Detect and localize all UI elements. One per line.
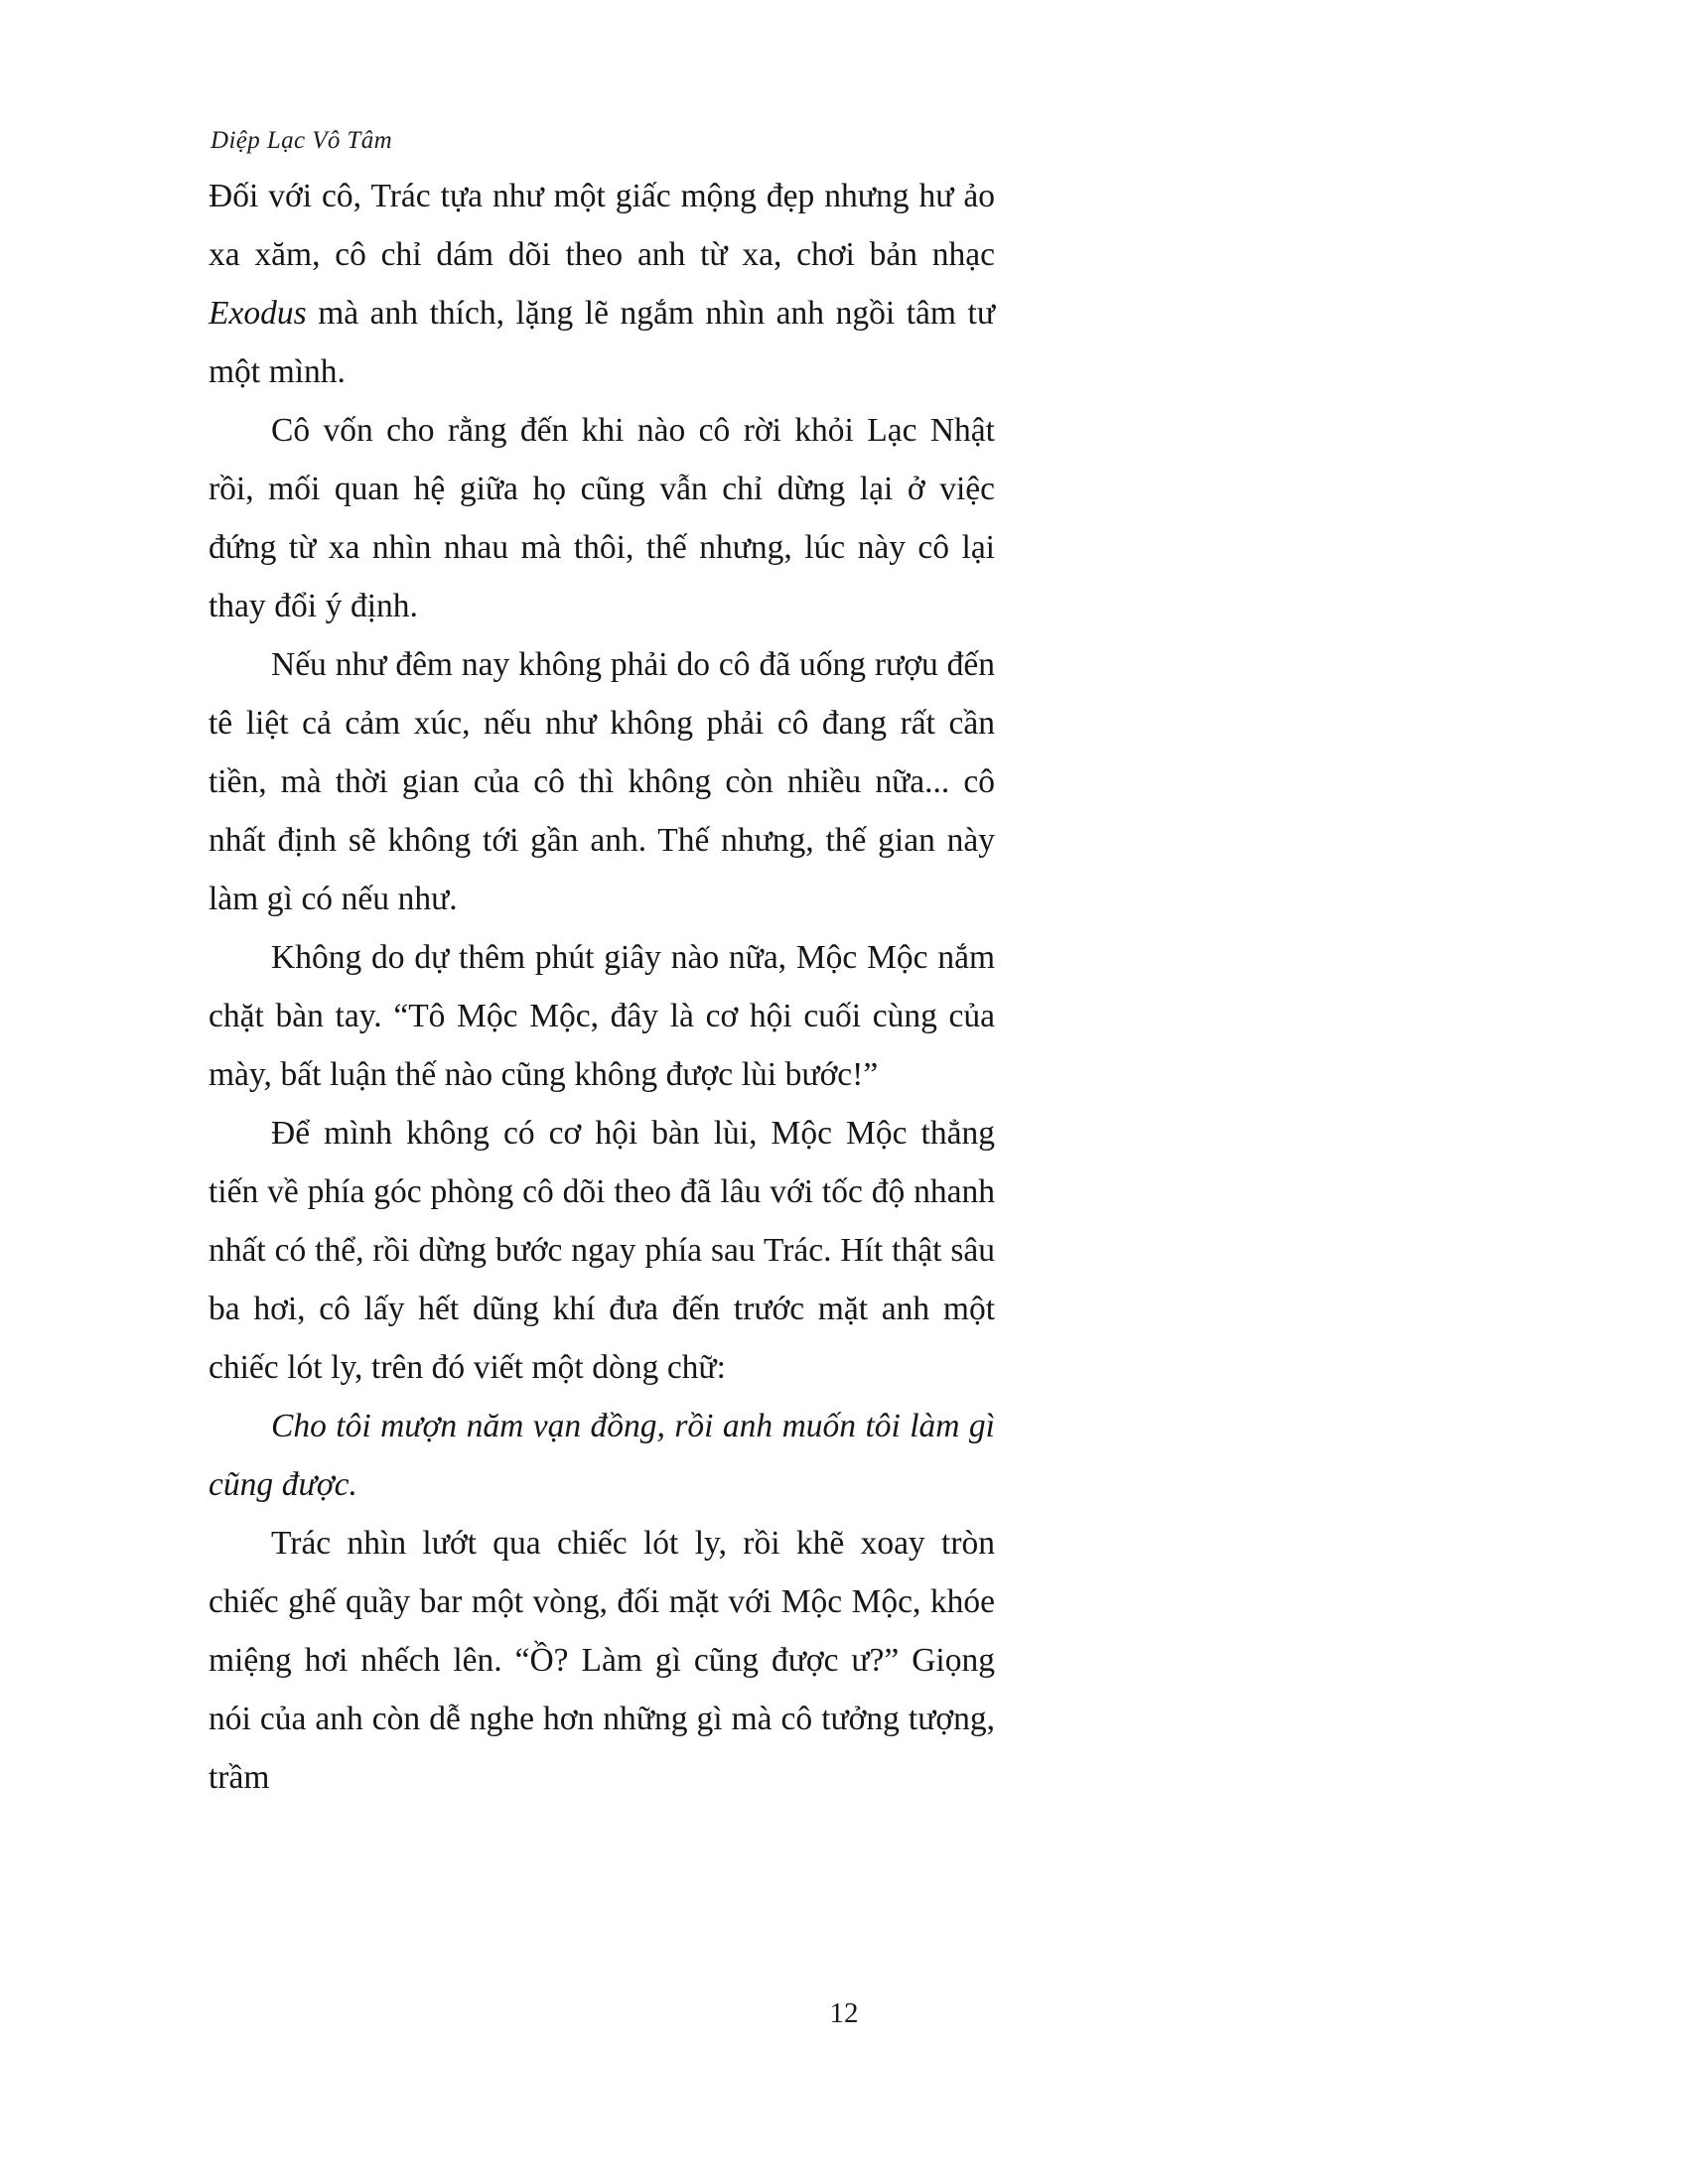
paragraph-1-text-after-italic: mà anh thích, lặng lẽ ngắm nhìn anh ngồi tâm tư một mình. bbox=[209, 295, 995, 390]
paragraph-2: Cô vốn cho rằng đến khi nào cô rời khỏi Lạc Nhật rồi, mối quan hệ giữa họ cũng vẫn chỉ dừng lại ở việc đứng từ xa nhìn nhau mà thôi, thế nhưng, lúc này cô lại thay đổi ý định. bbox=[209, 412, 995, 624]
page-number: 12 bbox=[829, 1997, 859, 2029]
paragraph-7: Trác nhìn lướt qua chiếc lót ly, rồi khẽ xoay tròn chiếc ghế quầy bar một vòng, đối mặt với Mộc Mộc, khóe miệng hơi nhếch lên. “Ồ? Làm gì cũng được ư?” Giọng nói của anh còn dễ nghe hơn những gì mà cô tưởng tượng, trầm bbox=[209, 1525, 995, 1796]
italic-title-exodus: Exodus bbox=[209, 295, 307, 332]
paragraph-1 bbox=[209, 167, 995, 401]
paragraph-1-text-before-italic: Đối với cô, Trác tựa như một giấc mộng đẹp nhưng hư ảo xa xăm, cô chỉ dám dõi theo anh từ xa, chơi bản nhạc bbox=[209, 178, 995, 273]
running-header: Diệp Lạc Vô Tâm bbox=[211, 127, 393, 154]
paragraph-5: Để mình không có cơ hội bàn lùi, Mộc Mộc thẳng tiến về phía góc phòng cô dõi theo đã lâu với tốc độ nhanh nhất có thể, rồi dừng bước ngay phía sau Trác. Hít thật sâu ba hơi, cô lấy hết dũng khí đưa đến trước mặt anh một chiếc lót ly, trên đó viết một dòng chữ: bbox=[209, 1115, 995, 1386]
paragraph-6-coaster-note: Cho tôi mượn năm vạn đồng, rồi anh muốn tôi làm gì cũng được. bbox=[209, 1408, 995, 1503]
paragraph-3: Nếu như đêm nay không phải do cô đã uống rượu đến tê liệt cả cảm xúc, nếu như không phải cô đang rất cần tiền, mà thời gian của cô thì không còn nhiều nữa... cô nhất định sẽ không tới gần anh. Thế nhưng, thế gian này làm gì có nếu như. bbox=[209, 646, 995, 917]
body-text-column bbox=[209, 167, 995, 1807]
paragraph-4: Không do dự thêm phút giây nào nữa, Mộc Mộc nắm chặt bàn tay. “Tô Mộc Mộc, đây là cơ hội cuối cùng của mày, bất luận thế nào cũng không được lùi bước!” bbox=[209, 939, 995, 1093]
